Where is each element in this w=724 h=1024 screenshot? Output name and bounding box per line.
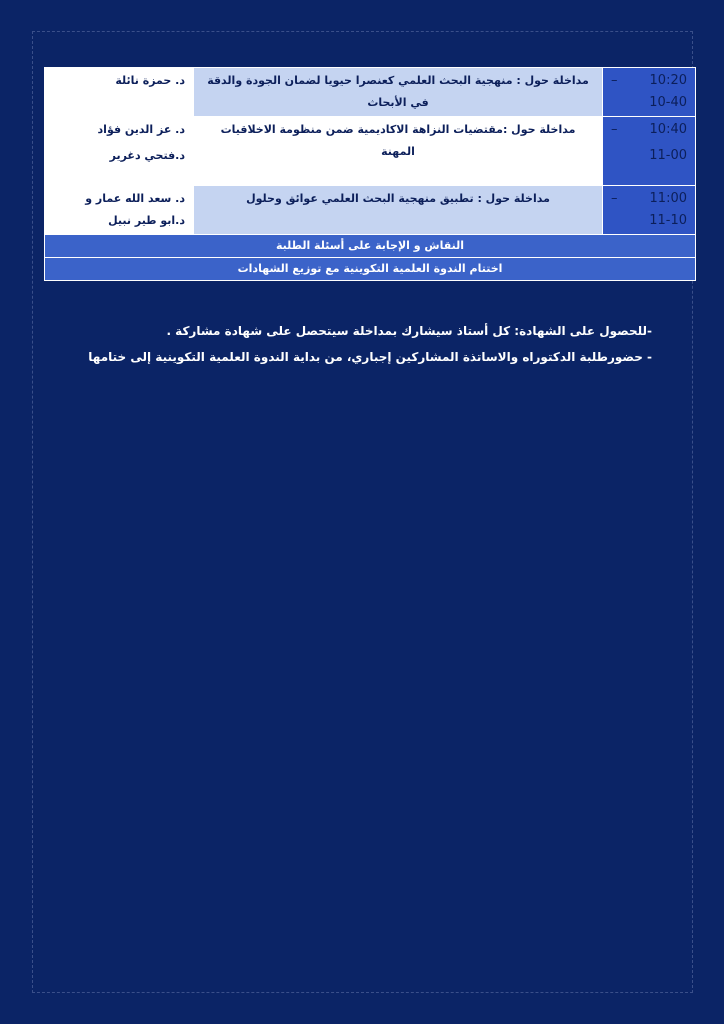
table-row	[45, 235, 696, 258]
table-row	[45, 68, 696, 117]
speaker-cell	[45, 117, 194, 186]
time-cell	[603, 117, 696, 186]
speaker-name: د.فتحي دغرير	[109, 149, 185, 162]
topic-cell: مداخلة حول : تطبيق منهجية البحث العلمي عوائق وحلول	[194, 186, 603, 235]
time-start: 10:40	[649, 122, 687, 137]
table-row	[45, 117, 696, 186]
speaker-cell	[45, 68, 194, 117]
certificate-note: -للحصول على الشهادة: كل أستاذ سيشارك بمداخلة سيتحصل على شهادة مشاركة .	[166, 324, 652, 338]
topic-cell: مداخلة حول :مقتضيات النزاهة الاكاديمية ضمن منظومة الاخلاقيات المهنة	[194, 117, 603, 186]
time-dash: –	[611, 73, 618, 88]
topic-cell: مداخلة حول : منهجية البحث العلمي كعنصرا حيويا لضمان الجودة والدقة في الأبحاث	[194, 68, 603, 117]
time-cell	[603, 68, 696, 117]
speaker-name: د. حمزة نائلة	[115, 74, 185, 87]
attendance-note: - حضورطلبة الدكتوراه والاساتذة المشاركين إجباري، من بداية الندوة العلمية التكوينية إلى ختامها	[88, 350, 652, 364]
time-end: 10-40	[649, 95, 687, 110]
speaker-cell	[45, 186, 194, 235]
table-row	[45, 258, 696, 281]
table-row	[45, 186, 696, 235]
speaker-name: د. سعد الله عمار و	[85, 192, 185, 205]
closing-banner: اختتام الندوة العلمية التكوينية مع توزيع الشهادات	[45, 258, 696, 281]
time-cell	[603, 186, 696, 235]
time-start: 11:00	[649, 191, 687, 206]
time-end: 11-10	[649, 213, 687, 228]
discussion-banner: النقاش و الإجابة على أسئلة الطلبة	[45, 235, 696, 258]
notes-section	[52, 318, 652, 370]
time-dash: –	[611, 122, 618, 137]
speaker-name: د.ابو طير نبيل	[108, 214, 185, 227]
time-dash: –	[611, 191, 618, 206]
schedule-table	[44, 67, 696, 281]
speaker-name: د. عز الدين فؤاد	[97, 123, 185, 136]
time-start: 10:20	[649, 73, 687, 88]
time-end: 11-00	[649, 148, 687, 163]
